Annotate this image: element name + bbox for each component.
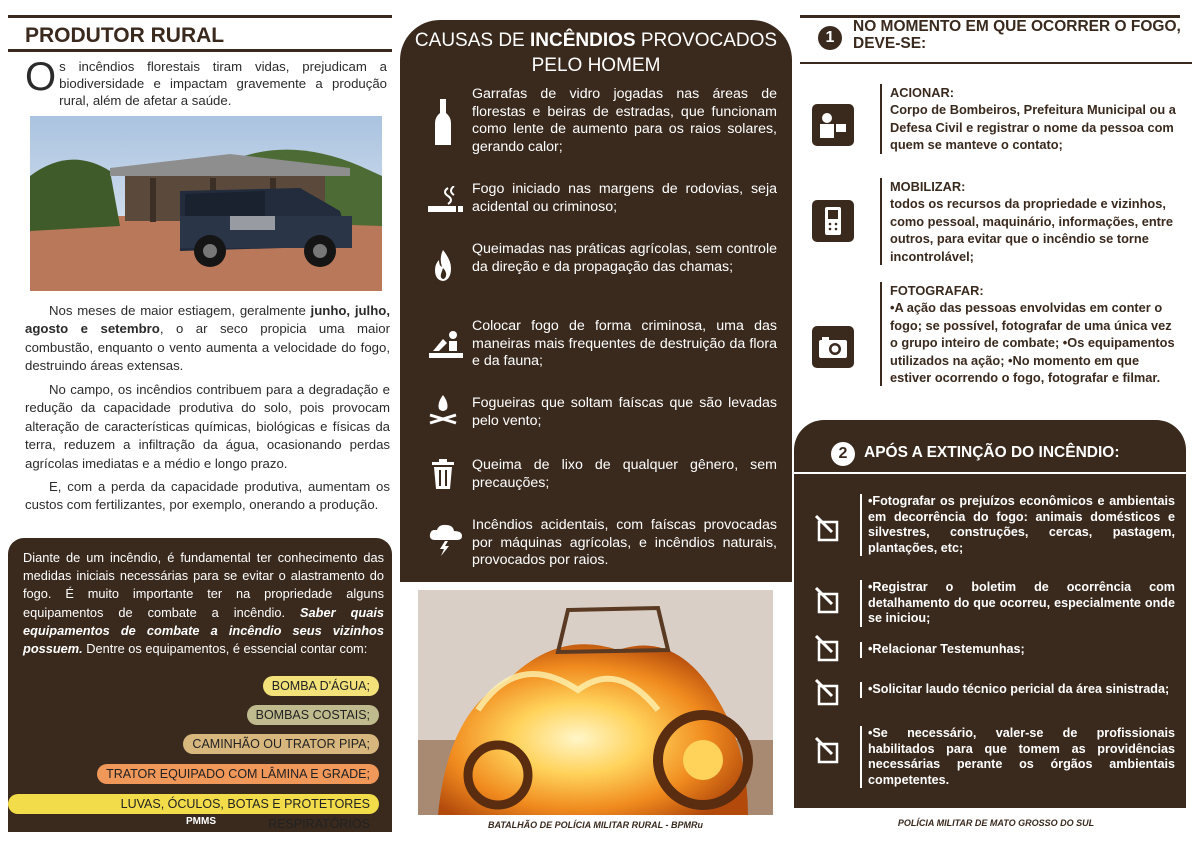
bottle-icon — [428, 98, 458, 146]
cause-item: Queimadas nas práticas agrícolas, sem controle da direção e da propagação das chamas; — [472, 241, 777, 275]
equipment-box — [8, 538, 392, 832]
checklist-icon — [814, 678, 844, 708]
causes-title-b: INCÊNDIOS — [530, 30, 636, 51]
equipment-emphasis: Saber quais equipamentos de combate a incêndio seus vizinhos possuem. — [23, 604, 384, 657]
season-months: junho, julho, agosto e setembro — [25, 303, 390, 337]
equipment-text-end: Dentre os equipamentos, é essencial contar com: — [82, 641, 368, 657]
storm-icon — [428, 522, 464, 558]
equipment-pill: TRATOR EQUIPADO COM LÂMINA E GRADE; — [97, 764, 379, 784]
burning-tractor-photo — [418, 590, 773, 815]
cause-item: Colocar fogo de forma criminosa, uma das maneiras mais frequentes de destruição da flora e da fauna; — [472, 318, 777, 369]
after-item: •Fotografar os prejuízos econômicos e ambientais em decorrência do fogo: animais domésticos e silvestres, construções, cercas, pastagem, plantações, etc; — [860, 494, 1175, 556]
equipment-pill: CAMINHÃO OU TRATOR PIPA; — [183, 734, 379, 754]
pmms-caption: POLÍCIA MILITAR DE MATO GROSSO DO SUL — [897, 818, 1095, 828]
equipment-pill: LUVAS, ÓCULOS, BOTAS E PROTETORES RESPIRATÓRIOS — [8, 794, 379, 814]
step1-title: NO MOMENTO EM QUE OCORRER O FOGO, DEVE-SE: — [853, 18, 1181, 52]
causes-title — [400, 28, 792, 78]
cause-item: Fogo iniciado nas margens de rodovias, seja acidental ou criminoso; — [472, 181, 777, 215]
step2-title: APÓS A EXTINÇÃO DO INCÊNDIO: — [864, 444, 1120, 461]
action-label: ACIONAR: — [890, 85, 954, 100]
flame-icon — [428, 248, 458, 284]
cost-paragraph: E, com a perda da capacidade produtiva, aumentam os custos com fertilizantes, por exemplo, onerando a produção. — [25, 479, 390, 513]
trash-icon — [428, 456, 458, 492]
checklist-icon — [814, 514, 844, 544]
equipment-pill: BOMBAS COSTAIS; — [247, 705, 379, 725]
action-label: MOBILIZAR: — [890, 179, 966, 194]
cause-item: Fogueiras que soltam faíscas que são levadas pelo vento; — [472, 395, 777, 429]
intro-paragraph — [25, 55, 387, 109]
cause-item: Queima de lixo de qualquer gênero, sem precauções; — [472, 457, 777, 491]
section-header — [8, 20, 392, 52]
season-text-end: , o ar seco propicia uma maior combustão, enquanto o vento aumenta a velocidade do fogo, destruindo áreas extensas. — [25, 321, 390, 374]
checklist-icon — [814, 634, 844, 664]
action-item — [880, 84, 1180, 154]
step-number: 1 — [818, 26, 842, 50]
cause-item: Garrafas de vidro jogadas nas áreas de florestas e beiras de estradas, que funcionam como lente de aumento para os raios solares, gerando calor; — [472, 86, 777, 155]
page-title: PRODUTOR RURAL — [25, 24, 225, 47]
equipment-intro — [23, 549, 384, 658]
action-text: •A ação das pessoas envolvidas em conter o fogo; se possível, fotografar de uma única vez o grupo inteiro de combate; •Os equipamentos utilizados na ação; •No momento em que estiver ocorrendo o fogo, fotografar e filmar. — [890, 300, 1175, 386]
step1-divider — [800, 62, 1192, 64]
causes-title-d: PELO HOMEM — [531, 55, 661, 76]
campfire-icon — [428, 392, 458, 428]
action-label: FOTOGRAFAR: — [890, 283, 984, 298]
drop-cap: O — [25, 55, 57, 99]
action-text: todos os recursos da propriedade e vizinhos, como pessoal, maquinário, informações, entre outros, para evitar que o incêndio se torne incontrolável; — [890, 196, 1174, 264]
step-number: 2 — [831, 442, 855, 466]
season-paragraph — [25, 302, 390, 376]
action-item — [880, 178, 1180, 265]
after-item: •Relacionar Testemunhas; — [860, 642, 1175, 658]
column-actions — [800, 0, 1192, 842]
action-item — [880, 282, 1180, 386]
pmms-logo: PMMS — [186, 816, 216, 827]
checklist-icon — [814, 736, 844, 766]
after-item: •Registrar o boletim de ocorrência com detalhamento do que ocorreu, especialmente onde se iniciou; — [860, 580, 1175, 627]
battalion-caption: BATALHÃO DE POLÍCIA MILITAR RURAL - BPMRu — [488, 820, 703, 830]
arson-icon — [428, 326, 464, 362]
season-text: Nos meses de maior estiagem, geralmente — [49, 303, 311, 318]
phone-icon — [812, 200, 854, 242]
equipment-pill: BOMBA D'ÁGUA; — [263, 676, 379, 696]
step2-divider — [794, 472, 1186, 474]
intro-text: s incêndios florestais tiram vidas, prejudicam a biodiversidade e impactam gravemente a produção rural, além de afetar a saúde. — [59, 59, 387, 108]
causes-panel — [400, 20, 792, 582]
action-text: Corpo de Bombeiros, Prefeitura Municipal ou a Defesa Civil e registrar o nome da pessoa com quem se manteve o contato; — [890, 102, 1176, 153]
degradation-paragraph: No campo, os incêndios contribuem para a degradação e redução da capacidade produtiva do solo, pois provocam alteração de características químicas, biológicas e físicas da terra, reduzem a infiltração da água, ocasionando perdas agrícolas imediatas e a médio e longo prazo. — [25, 382, 390, 471]
equipment-text: Diante de um incêndio, é fundamental ter conhecimento das medidas iniciais necessárias para se evitar o alastramento do fogo. É muito importante ter na propriedade alguns equipamentos de combate a incêndio. — [23, 550, 384, 620]
after-extinction-panel — [794, 420, 1186, 808]
camera-icon — [812, 326, 854, 368]
checklist-icon — [814, 586, 844, 616]
causes-title-c: PROVOCADOS — [635, 30, 778, 51]
cigarette-icon — [428, 182, 464, 218]
officer-icon — [812, 104, 854, 146]
cause-item: Incêndios acidentais, com faíscas provocadas por máquinas agrícolas, e incêndios naturais, provocados por raios. — [472, 517, 777, 568]
after-item: •Se necessário, valer-se de profissionais habilitados para que tomem as providências necessárias perante os órgãos ambientais competentes. — [860, 726, 1175, 788]
causes-title-a: CAUSAS DE — [414, 30, 531, 51]
police-truck-photo — [30, 116, 382, 291]
after-item: •Solicitar laudo técnico pericial da área sinistrada; — [860, 682, 1175, 698]
